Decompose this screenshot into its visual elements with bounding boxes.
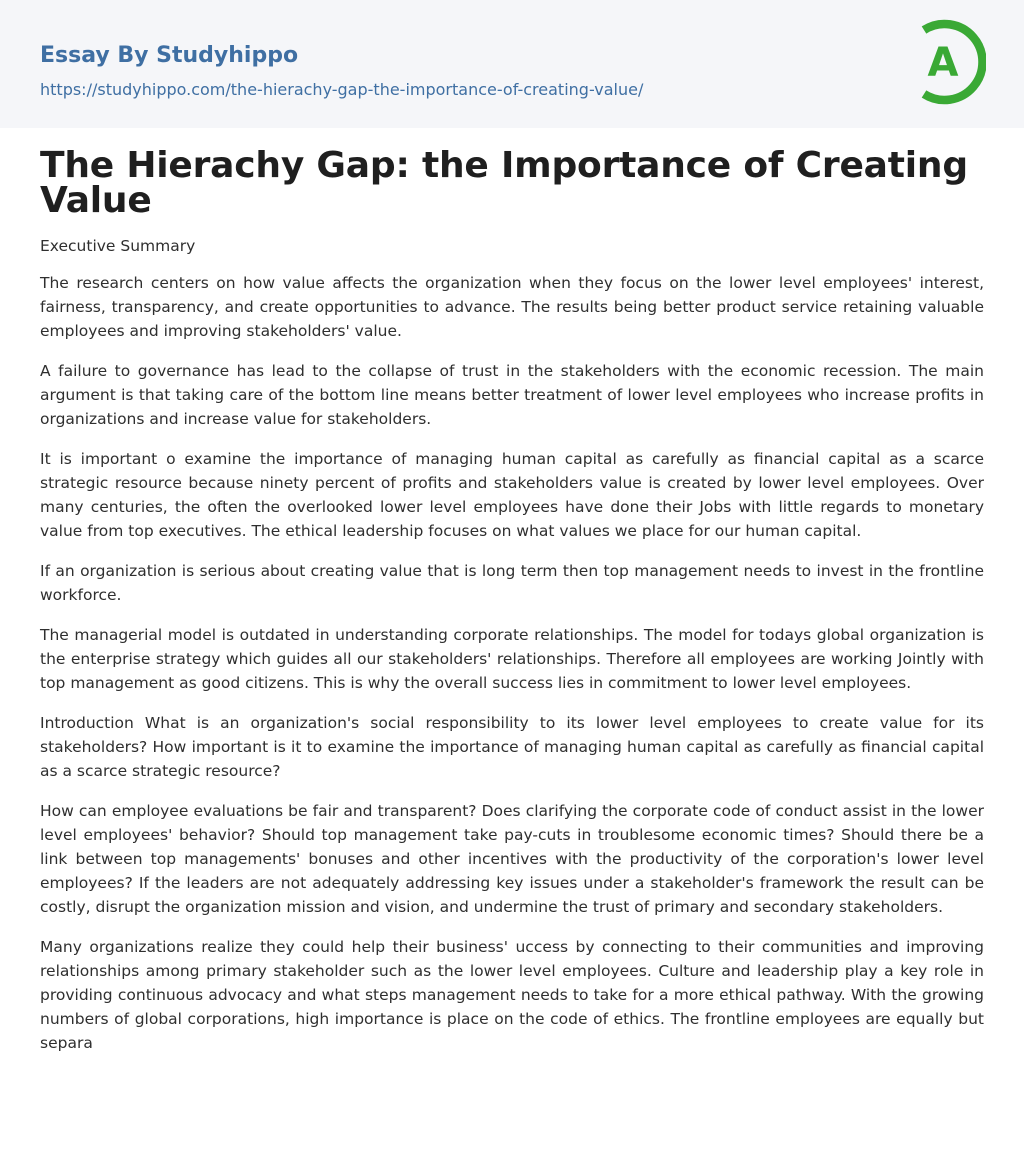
brand-name[interactable]: Essay By Studyhippo [40, 43, 299, 68]
source-url-link[interactable]: https://studyhippo.com/the-hierachy-gap-the-importance-of-creating-value/ [40, 80, 644, 99]
studyhippo-logo-icon[interactable] [914, 19, 986, 105]
paragraph: It is important o examine the importance of managing human capital as carefully as financial capital as a scarce strategic resource because ninety percent of profits and stakeholders value is created by lower level employees. Over many centuries, the often the overlooked lower level employees have done their Jobs with little regards to monetary value from top executives. The ethical leadership focuses on what values we place for our human capital. [40, 450, 984, 540]
article-title: The Hierachy Gap: the Importance of Creating Value [40, 145, 968, 221]
paragraph: If an organization is serious about creating value that is long term then top management needs to invest in the frontline workforce. [40, 562, 984, 604]
article [0, 128, 1024, 1055]
paragraph: Many organizations realize they could help their business' uccess by connecting to their communities and improving relationships among primary stakeholder such as the lower level employees. Culture and leadership play a key role in providing continuous advocacy and what steps management needs to take for a more ethical pathway. With the growing numbers of global corporations, high importance is place on the code of ethics. The frontline employees are equally but separa [40, 938, 984, 1052]
paragraph: How can employee evaluations be fair and transparent? Does clarifying the corporate code of conduct assist in the lower level employees' behavior? Should top management take pay-cuts in troublesome economic times? Should there be a link between top managements' bonuses and other incentives with the productivity of the corporation's lower level employees? If the leaders are not adequately addressing key issues under a stakeholder's framework the result can be costly, disrupt the organization mission and vision, and undermine the trust of primary and secondary stakeholders. [40, 802, 984, 916]
paragraph: The research centers on how value affects the organization when they focus on the lower level employees' interest, fairness, transparency, and create opportunities to advance. The results being better product service retaining valuable employees and improving stakeholders' value. [40, 274, 984, 340]
paragraph: The managerial model is outdated in understanding corporate relationships. The model for todays global organization is the enterprise strategy which guides all our stakeholders' relationships. Therefore all employees are working Jointly with top management as good citizens. This is why the overall success lies in commitment to lower level employees. [40, 626, 984, 692]
page-header [0, 0, 1024, 128]
article-subtitle: Executive Summary [40, 237, 196, 255]
paragraph: A failure to governance has lead to the collapse of trust in the stakeholders with the economic recession. The main argument is that taking care of the bottom line means better treatment of lower level employees who increase profits in organizations and increase value for stakeholders. [40, 362, 984, 428]
paragraph: Introduction What is an organization's social responsibility to its lower level employees to create value for its stakeholders? How important is it to examine the importance of managing human capital as carefully as financial capital as a scarce strategic resource? [40, 714, 984, 780]
logo-letter: A [927, 40, 959, 86]
